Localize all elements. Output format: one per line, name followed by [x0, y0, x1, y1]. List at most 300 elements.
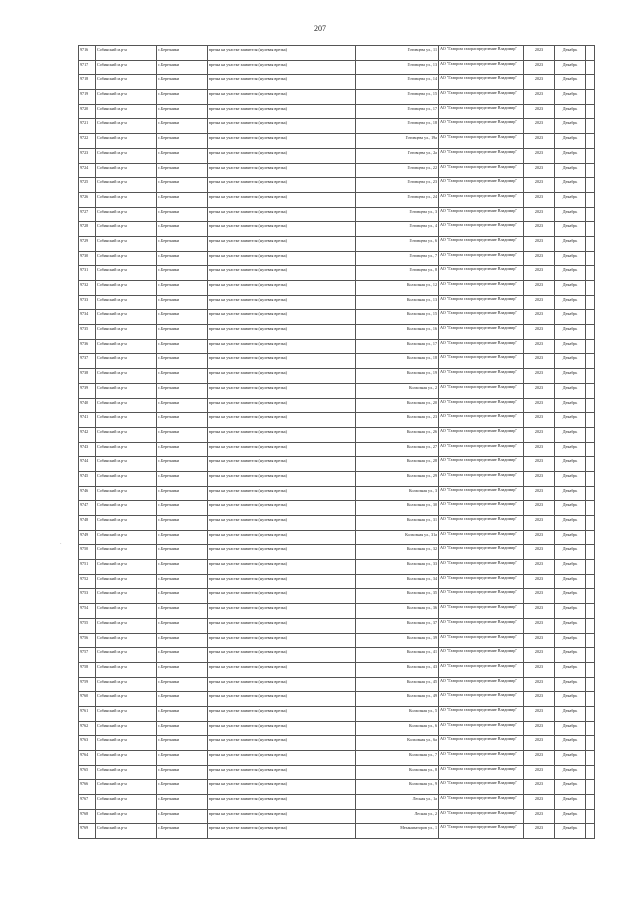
row-number [79, 266, 96, 281]
table-row [79, 560, 595, 575]
row-number [79, 442, 96, 457]
district-cell-text: Собинский м.р-н [97, 355, 127, 361]
locality-cell-text: с.Березники [158, 91, 180, 97]
row-number-text: 9752 [80, 575, 89, 581]
work-type-cell-text: врезка на участке заявителя (нулевая врезка) [209, 135, 287, 141]
address-cell [356, 90, 439, 105]
year-cell-text: 2023 [534, 164, 544, 170]
address-cell-text: Колхозная ул., 18 [406, 355, 437, 361]
empty-cell [586, 75, 595, 90]
month-cell [555, 383, 586, 398]
row-number-text: 9751 [80, 561, 89, 567]
table-row [79, 765, 595, 780]
table-row [79, 574, 595, 589]
organization-cell [439, 104, 524, 119]
address-cell [356, 589, 439, 604]
year-cell [524, 46, 555, 61]
month-cell-text: Декабрь [562, 105, 578, 111]
year-cell [524, 266, 555, 281]
address-cell [356, 677, 439, 692]
address-cell [356, 795, 439, 810]
organization-cell [439, 134, 524, 149]
organization-cell-text: АО "Газпром газораспределение Владимир" [440, 648, 518, 654]
work-type-cell [208, 266, 356, 281]
work-type-cell-text: врезка на участке заявителя (нулевая врезка) [209, 458, 287, 464]
district-cell-text: Собинский м.р-н [97, 678, 127, 684]
district-cell [96, 75, 157, 90]
locality-cell [157, 134, 208, 149]
work-type-cell [208, 369, 356, 384]
row-number-text: 9757 [80, 649, 89, 655]
row-number [79, 618, 96, 633]
locality-cell [157, 178, 208, 193]
year-cell [524, 75, 555, 90]
address-cell [356, 192, 439, 207]
year-cell-text: 2023 [534, 91, 544, 97]
empty-cell [586, 574, 595, 589]
locality-cell-text: с.Березники [158, 825, 180, 831]
row-number-text: 9717 [80, 61, 89, 67]
locality-cell-text: с.Березники [158, 737, 180, 743]
year-cell-text: 2023 [534, 590, 544, 596]
work-type-cell-text: врезка на участке заявителя (нулевая врезка) [209, 282, 287, 287]
address-cell-text: Колхозная ул., 36 [406, 605, 437, 611]
locality-cell-text: с.Березники [158, 722, 180, 728]
table-row [79, 809, 595, 824]
locality-cell [157, 442, 208, 457]
organization-cell-text: АО "Газпром газораспределение Владимир" [440, 662, 518, 668]
row-number-text: 9760 [80, 693, 89, 699]
year-cell [524, 721, 555, 736]
row-number [79, 545, 96, 560]
locality-cell [157, 119, 208, 134]
month-cell [555, 354, 586, 369]
table-row [79, 295, 595, 310]
row-number-text: 9718 [80, 76, 89, 82]
organization-cell [439, 354, 524, 369]
row-number-text: 9766 [80, 781, 89, 787]
table-row [79, 134, 595, 149]
empty-cell [586, 545, 595, 560]
address-cell-text: Колхозная ул., 31а [405, 531, 437, 537]
organization-cell-text: АО "Газпром газораспределение Владимир" [440, 809, 518, 815]
district-cell-text: Собинский м.р-н [97, 458, 127, 464]
locality-cell-text: с.Березники [158, 149, 180, 155]
year-cell-text: 2023 [534, 61, 544, 67]
locality-cell [157, 501, 208, 516]
organization-cell-text: АО "Газпром газораспределение Владимир" [440, 75, 518, 81]
row-number [79, 692, 96, 707]
year-cell-text: 2023 [534, 781, 544, 787]
row-number [79, 809, 96, 824]
row-number [79, 706, 96, 721]
address-cell [356, 222, 439, 237]
locality-cell-text: с.Березники [158, 575, 180, 581]
work-type-cell [208, 530, 356, 545]
locality-cell-text: с.Березники [158, 120, 180, 126]
organization-cell-text: АО "Газпром газораспределение Владимир" [440, 192, 518, 198]
locality-cell [157, 751, 208, 766]
district-cell-text: Собинский м.р-н [97, 737, 127, 743]
locality-cell [157, 677, 208, 692]
district-cell [96, 383, 157, 398]
empty-cell [586, 471, 595, 486]
locality-cell-text: с.Березники [158, 47, 180, 52]
locality-cell [157, 148, 208, 163]
locality-cell-text: с.Березники [158, 605, 180, 611]
district-cell [96, 751, 157, 766]
empty-cell [586, 222, 595, 237]
work-type-cell [208, 281, 356, 296]
row-number [79, 648, 96, 663]
locality-cell [157, 266, 208, 281]
month-cell [555, 119, 586, 134]
district-cell [96, 148, 157, 163]
row-number [79, 604, 96, 619]
table-row [79, 398, 595, 413]
month-cell-text: Декабрь [562, 443, 578, 449]
locality-cell [157, 369, 208, 384]
table-row [79, 163, 595, 178]
year-cell [524, 413, 555, 428]
year-cell [524, 648, 555, 663]
district-cell [96, 427, 157, 442]
table-row [79, 736, 595, 751]
table-row [79, 471, 595, 486]
address-cell [356, 427, 439, 442]
work-type-cell [208, 486, 356, 501]
empty-cell [586, 104, 595, 119]
empty-cell [586, 236, 595, 251]
locality-cell [157, 648, 208, 663]
row-number-text: 9723 [80, 149, 89, 155]
table-row [79, 721, 595, 736]
district-cell-text: Собинский м.р-н [97, 502, 127, 508]
row-number-text: 9759 [80, 678, 89, 684]
work-type-cell [208, 383, 356, 398]
locality-cell [157, 104, 208, 119]
empty-cell [586, 310, 595, 325]
work-type-cell [208, 134, 356, 149]
row-number [79, 736, 96, 751]
district-cell [96, 809, 157, 824]
address-cell-text: Колхозная ул., 12 [406, 282, 437, 287]
table-row [79, 413, 595, 428]
work-type-cell-text: врезка на участке заявителя (нулевая врезка) [209, 208, 287, 214]
year-cell [524, 192, 555, 207]
locality-cell [157, 516, 208, 531]
organization-cell-text: АО "Газпром газораспределение Владимир" [440, 236, 518, 242]
locality-cell [157, 207, 208, 222]
district-cell-text: Собинский м.р-н [97, 428, 127, 434]
year-cell-text: 2023 [534, 678, 544, 684]
work-type-cell [208, 222, 356, 237]
address-cell-text: Колхозная ул., 3 [408, 487, 437, 493]
year-cell [524, 90, 555, 105]
district-cell-text: Собинский м.р-н [97, 796, 127, 802]
address-cell [356, 486, 439, 501]
organization-cell [439, 545, 524, 560]
work-type-cell [208, 60, 356, 75]
work-type-cell-text: врезка на участке заявителя (нулевая врезка) [209, 164, 287, 170]
address-cell-text: Готовцева ул., 6 [409, 237, 437, 243]
work-type-cell [208, 339, 356, 354]
row-number-text: 9758 [80, 663, 89, 669]
month-cell-text: Декабрь [562, 61, 578, 67]
row-number [79, 75, 96, 90]
district-cell-text: Собинский м.р-н [97, 825, 127, 831]
year-cell [524, 134, 555, 149]
locality-cell [157, 589, 208, 604]
work-type-cell [208, 795, 356, 810]
organization-cell-text: АО "Газпром газораспределение Владимир" [440, 339, 518, 345]
year-cell [524, 795, 555, 810]
month-cell [555, 281, 586, 296]
address-cell [356, 281, 439, 296]
row-number-text: 9733 [80, 296, 89, 302]
year-cell [524, 545, 555, 560]
address-cell [356, 692, 439, 707]
row-number [79, 339, 96, 354]
organization-cell [439, 633, 524, 648]
locality-cell-text: с.Березники [158, 208, 180, 214]
organization-cell [439, 501, 524, 516]
locality-cell-text: с.Березники [158, 458, 180, 464]
row-number-text: 9736 [80, 340, 89, 346]
address-cell-text: Колхозная ул., 49 [406, 693, 437, 699]
month-cell-text: Декабрь [562, 693, 578, 699]
locality-cell-text: с.Березники [158, 355, 180, 361]
organization-cell-text: АО "Газпром газораспределение Владимир" [440, 148, 518, 154]
work-type-cell [208, 119, 356, 134]
month-cell-text: Декабрь [562, 47, 578, 52]
work-type-cell-text: врезка на участке заявителя (нулевая врезка) [209, 428, 287, 434]
locality-cell-text: с.Березники [158, 135, 180, 141]
work-type-cell-text: врезка на участке заявителя (нулевая врезка) [209, 326, 287, 332]
row-number [79, 295, 96, 310]
organization-cell-text: АО "Газпром газораспределение Владимир" [440, 530, 518, 536]
empty-cell [586, 325, 595, 340]
year-cell-text: 2023 [534, 487, 544, 493]
address-cell [356, 516, 439, 531]
district-cell [96, 295, 157, 310]
month-cell [555, 809, 586, 824]
empty-cell [586, 207, 595, 222]
work-type-cell [208, 471, 356, 486]
row-number-text: 9726 [80, 193, 89, 199]
month-cell [555, 192, 586, 207]
empty-cell [586, 721, 595, 736]
locality-cell [157, 471, 208, 486]
month-cell [555, 207, 586, 222]
district-cell-text: Собинский м.р-н [97, 590, 127, 596]
locality-cell [157, 545, 208, 560]
empty-cell [586, 281, 595, 296]
work-type-cell [208, 163, 356, 178]
year-cell-text: 2023 [534, 634, 544, 640]
organization-cell [439, 721, 524, 736]
table-row [79, 119, 595, 134]
row-number-text: 9767 [80, 796, 89, 802]
address-cell-text: Готовцева ул., 11 [407, 47, 437, 52]
month-cell [555, 90, 586, 105]
year-cell-text: 2023 [534, 384, 544, 390]
organization-cell [439, 90, 524, 105]
locality-cell-text: с.Березники [158, 384, 180, 390]
month-cell-text: Декабрь [562, 164, 578, 170]
organization-cell-text: АО "Газпром газораспределение Владимир" [440, 618, 518, 624]
year-cell [524, 736, 555, 751]
year-cell-text: 2023 [534, 443, 544, 449]
table-row [79, 46, 595, 61]
empty-cell [586, 251, 595, 266]
district-cell [96, 236, 157, 251]
empty-cell [586, 413, 595, 428]
locality-cell [157, 457, 208, 472]
district-cell-text: Собинский м.р-н [97, 399, 127, 405]
district-cell-text: Собинский м.р-н [97, 370, 127, 376]
table-row [79, 104, 595, 119]
year-cell [524, 633, 555, 648]
year-cell-text: 2023 [534, 237, 544, 243]
address-cell [356, 178, 439, 193]
work-type-cell [208, 354, 356, 369]
year-cell-text: 2023 [534, 149, 544, 155]
table-row [79, 545, 595, 560]
work-type-cell [208, 604, 356, 619]
row-number [79, 369, 96, 384]
locality-cell [157, 236, 208, 251]
locality-cell-text: с.Березники [158, 546, 180, 552]
month-cell-text: Декабрь [562, 91, 578, 97]
organization-cell [439, 236, 524, 251]
month-cell-text: Декабрь [562, 237, 578, 243]
table-row [79, 501, 595, 516]
margin-mark: · [60, 542, 62, 547]
row-number-text: 9738 [80, 370, 89, 376]
month-cell [555, 222, 586, 237]
year-cell [524, 677, 555, 692]
empty-cell [586, 266, 595, 281]
work-type-cell-text: врезка на участке заявителя (нулевая врезка) [209, 781, 287, 787]
year-cell-text: 2023 [534, 722, 544, 728]
year-cell-text: 2023 [534, 810, 544, 816]
row-number [79, 90, 96, 105]
table-row [79, 706, 595, 721]
table-row [79, 751, 595, 766]
organization-cell-text: АО "Газпром газораспределение Владимир" [440, 369, 518, 375]
year-cell-text: 2023 [534, 546, 544, 552]
year-cell-text: 2023 [534, 296, 544, 302]
work-type-cell [208, 398, 356, 413]
month-cell-text: Декабрь [562, 326, 578, 332]
organization-cell [439, 75, 524, 90]
district-cell [96, 60, 157, 75]
row-number [79, 148, 96, 163]
organization-cell-text: АО "Газпром газораспределение Владимир" [440, 765, 518, 771]
work-type-cell [208, 192, 356, 207]
district-cell-text: Собинский м.р-н [97, 61, 127, 67]
row-number [79, 486, 96, 501]
row-number [79, 178, 96, 193]
row-number-text: 9764 [80, 752, 89, 757]
year-cell [524, 574, 555, 589]
address-cell-text: Готовцева ул., 15 [407, 91, 437, 97]
address-cell-text: Колхозная ул., 16 [406, 326, 437, 332]
locality-cell [157, 295, 208, 310]
month-cell-text: Декабрь [562, 722, 578, 728]
work-type-cell-text: врезка на участке заявителя (нулевая врезка) [209, 546, 287, 552]
empty-cell [586, 339, 595, 354]
address-cell-text: Готовцева ул., 4 [409, 223, 437, 229]
organization-cell-text: АО "Газпром газораспределение Владимир" [440, 706, 518, 712]
row-number [79, 251, 96, 266]
table-row [79, 530, 595, 545]
month-cell-text: Декабрь [562, 399, 578, 405]
work-type-cell [208, 295, 356, 310]
address-cell-text: Готовцева ул., 7 [409, 252, 437, 258]
year-cell [524, 604, 555, 619]
year-cell-text: 2023 [534, 619, 544, 625]
address-cell [356, 765, 439, 780]
row-number-text: 9739 [80, 384, 89, 390]
empty-cell [586, 677, 595, 692]
work-type-cell [208, 501, 356, 516]
address-cell [356, 648, 439, 663]
locality-cell-text: с.Березники [158, 61, 180, 67]
month-cell [555, 134, 586, 149]
row-number [79, 633, 96, 648]
address-cell-text: Колхозная ул., 17 [406, 340, 437, 346]
month-cell-text: Декабрь [562, 472, 578, 478]
empty-cell [586, 148, 595, 163]
month-cell [555, 46, 586, 61]
month-cell [555, 706, 586, 721]
work-type-cell-text: врезка на участке заявителя (нулевая врезка) [209, 311, 287, 317]
table-row [79, 310, 595, 325]
locality-cell-text: с.Березники [158, 590, 180, 596]
work-type-cell [208, 618, 356, 633]
locality-cell [157, 46, 208, 61]
locality-cell [157, 192, 208, 207]
row-number [79, 325, 96, 340]
work-type-cell-text: врезка на участке заявителя (нулевая врезка) [209, 678, 287, 684]
district-cell [96, 736, 157, 751]
district-cell [96, 398, 157, 413]
locality-cell [157, 354, 208, 369]
address-cell [356, 736, 439, 751]
month-cell [555, 574, 586, 589]
locality-cell-text: с.Березники [158, 164, 180, 170]
district-cell [96, 251, 157, 266]
table-row [79, 633, 595, 648]
address-cell-text: Механизаторов ул., 1 [400, 825, 437, 831]
address-cell-text: Готовцева ул., 8 [409, 267, 437, 273]
organization-cell [439, 192, 524, 207]
year-cell [524, 662, 555, 677]
month-cell-text: Декабрь [562, 458, 578, 464]
row-number-text: 9745 [80, 472, 89, 478]
work-type-cell [208, 457, 356, 472]
organization-cell [439, 60, 524, 75]
address-cell-text: Колхозная ул., 15 [406, 311, 437, 317]
organization-cell [439, 809, 524, 824]
district-cell-text: Собинский м.р-н [97, 164, 127, 170]
address-cell [356, 442, 439, 457]
organization-cell-text: АО "Газпром газораспределение Владимир" [440, 398, 518, 404]
year-cell [524, 780, 555, 795]
year-cell [524, 692, 555, 707]
